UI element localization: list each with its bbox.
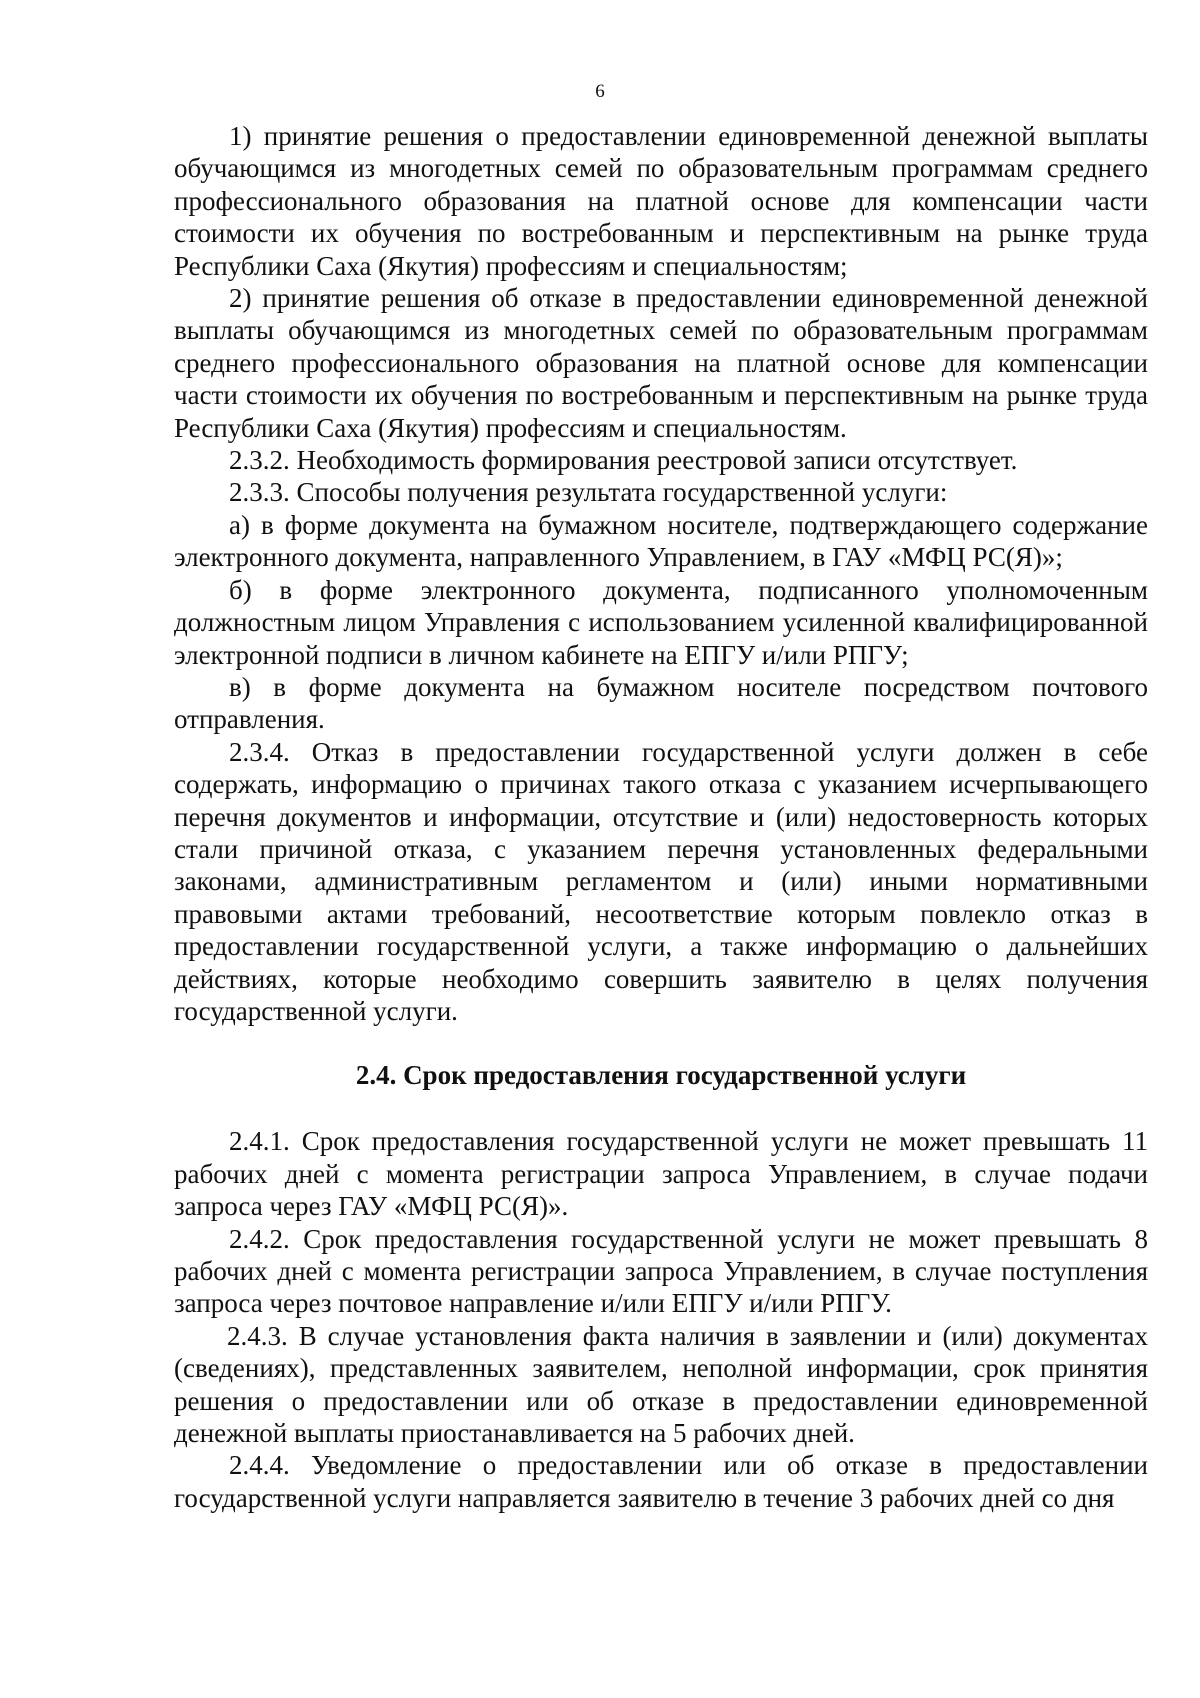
page-number: 6 (595, 81, 605, 102)
section-heading: 2.4. Срок предоставления государственной услуги (355, 1060, 967, 1091)
paragraph-2-4-4: 2.4.4. Уведомление о предоставлении или об отказе в предоставлении государственной услуги направляется заявителю в течение 3 рабочих дней со дня (174, 1450, 1148, 1513)
paragraph-2-4-1: 2.4.1. Срок предоставления государственной услуги не может превышать 11 рабочих дней с момента регистрации запроса Управлением, в случае подачи запроса через ГАУ «МФЦ РС(Я)». (174, 1126, 1148, 1222)
paragraph-method-a: а) в форме документа на бумажном носителе, подтверждающего содержание электронного документа, направленного Управлением, в ГАУ «МФЦ РС(Я)»; (174, 509, 1148, 573)
paragraph-decision-refusal: 2) принятие решения об отказе в предоставлении единовременной денежной выплаты обучающимся из многодетных семей по образовательным программам среднего профессионального образования на платной основе для компенсации части стоимости их обучения по востребованным и перспективным на рынке труда Республики Саха (Якутия) профессиям и специальностям. (174, 283, 1148, 443)
paragraph-decision-grant: 1) принятие решения о предоставлении единовременной денежной выплаты обучающимся из многодетных семей по образовательным программам среднего профессионального образования на платной основе для компенсации части стоимости их обучения по востребованным и перспективным на рынке труда Республики Саха (Якутия) профессиям и специальностям; (174, 121, 1148, 281)
paragraph-method-b: б) в форме электронного документа, подписанного уполномоченным должностным лицом Управления с использованием усиленной квалифицированной электронной подписи в личном кабинете на ЕПГУ и/или РПГУ; (174, 574, 1148, 670)
paragraph-2-4-2: 2.4.2. Срок предоставления государственной услуги не может превышать 8 рабочих дней с момента регистрации запроса Управлением, в случае поступления запроса через почтовое направление и/или ЕПГУ и/или РПГУ. (174, 1223, 1148, 1319)
document-body (174, 120, 1148, 1514)
paragraph-method-c: в) в форме документа на бумажном носителе посредством почтового отправления. (174, 671, 1148, 735)
paragraph-2-3-2: 2.3.2. Необходимость формирования реестровой записи отсутствует. (229, 445, 1018, 476)
paragraph-2-3-3: 2.3.3. Способы получения результата государственной услуги: (229, 477, 948, 508)
paragraph-2-3-4: 2.3.4. Отказ в предоставлении государственной услуги должен в себе содержать, информацию о причинах такого отказа с указанием исчерпывающего перечня документов и информации, отсутствие и (или) недостоверность которых стали причиной отказа, с указанием перечня установленных федеральными законами, административным регламентом и (или) иными нормативными правовыми актами требований, несоответствие которым повлекло отказ в предоставлении государственной услуги, а также информацию о дальнейших действиях, которые необходимо совершить заявителю в целях получения государственной услуги. (174, 736, 1148, 1026)
paragraph-2-4-3: 2.4.3. В случае установления факта наличия в заявлении и (или) документах (сведениях), представленных заявителем, неполной информации, срок принятия решения о предоставлении или об отказе в предоставлении единовременной денежной выплаты приостанавливается на 5 рабочих дней. (174, 1320, 1148, 1449)
